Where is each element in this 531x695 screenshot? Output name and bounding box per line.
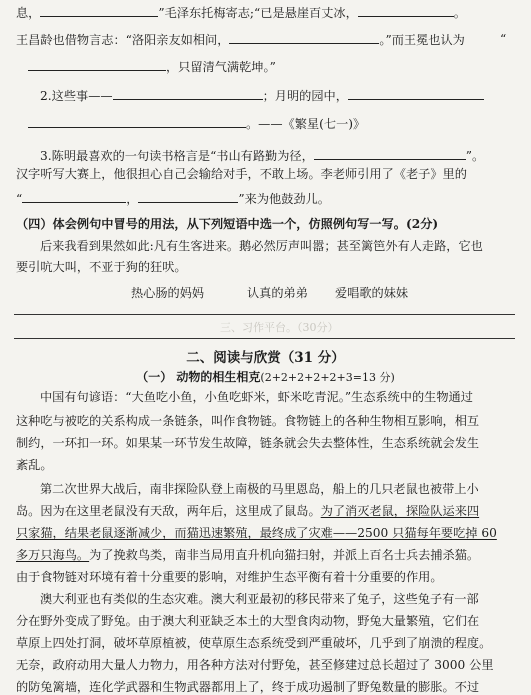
paragraph-3-line-2: 分在野外变成了野兔。由于澳大利亚缺乏本土的大型食肉动物，野兔大量繁殖，它们在 [16,614,480,628]
section-2-title: 二、阅读与欣赏（31 分） [186,350,345,366]
paragraph-1-line-2: 这种吃与被吃的关系构成一条链条，叫作食物链。食物链上的各种生物相互影响，相互 [16,414,480,428]
example-sentence-line-2: 要引吭大叫，不亚于狗的狂吠。 [16,260,187,274]
paragraph-2-line-3: 只家猫，结果老鼠逐渐减少，而猫迅速繁殖，最终成了灾难——2500 只猫每年要吃掉 60 [16,526,497,540]
paragraph-1-line-3: 制约，一环扣一环。如果某一环节发生故障，链条就会失去整体性，生态系统就会发生 [16,436,480,450]
section-2-subtitle: （一） 动物的相生相克(2+2+2+2+2+3=13 分) [136,370,395,384]
answer-blank[interactable] [28,115,246,128]
paragraph-2-line-2: 岛。因为在这里老鼠没有天敌，两年后，这里成了鼠岛。为了消灭老鼠，探险队运来四 [16,504,480,518]
question-3-blanks: “ ， ”来为他鼓劲儿。 [16,192,330,206]
question-2: 2.这些事—— ；月明的园中， [40,87,531,104]
paragraph-2-line-1: 第二次世界大战后，南非探险队登上南极的马里恩岛，船上的几只老鼠也被带上小 [40,482,479,496]
paragraph-1-line-4: 紊乱。 [16,458,53,472]
paragraph-2-line-5: 由于食物链对环境有着十分重要的影响，对维护生态平衡有着十分重要的作用。 [16,570,443,584]
question-2-source: 。——《繁星(七一)》 [28,115,531,132]
paragraph-3-line-4: 无奈，政府动用大量人力物力，用各种方法对付野兔，甚至修建过总长超过了 3000 公里 [16,658,494,672]
paragraph-1-line-1: 中国有句谚语：“大鱼吃小鱼，小鱼吃虾米，虾米吃青泥。”生态系统中的生物通过 [40,390,473,404]
phrase-option-2: 认真的弟弟 [247,286,308,300]
paragraph-3-line-5: 的防兔篱墙，连化学武器和生物武器都用上了，终于成功遏制了野兔数量的膨胀。不过 [16,680,480,694]
fill-blank-line-2-end: “ [500,32,507,46]
answer-blank[interactable] [40,4,158,17]
section-4-heading: （四）体会例句中冒号的用法，从下列短语中选一个，仿照例句写一写。(2分) [16,217,439,231]
paragraph-3-line-3: 草原上四处打洞，破坏草原植被，使草原生态系统受到严重破坏，几乎到了崩溃的程度。 [16,636,492,650]
paragraph-2-line-4: 多万只海鸟。为了挽救鸟类，南非当局用直升机向猫扫射，并派上百名士兵去捕杀猫。 [16,548,480,562]
answer-blank[interactable] [113,87,263,100]
fill-blank-line-3: ，只留清气满乾坤。” [28,58,531,75]
underlined-sentence: 为了消灭老鼠，探险队运来四 [320,504,480,518]
phrase-option-1: 热心肠的妈妈 [131,286,205,300]
answer-blank[interactable] [28,58,166,71]
answer-blank[interactable] [138,190,238,203]
answer-blank[interactable] [22,190,126,203]
example-sentence-line-1: 后来我看到果然如此:凡有生客进来。鹅必然厉声叫嚣；甚至篱笆外有人走路，它也 [40,239,483,253]
fill-blank-line-2: 王昌龄也借物言志：“洛阳亲友如相问， 。”而王冕也认为 [16,33,465,47]
writing-line-1[interactable] [14,314,515,315]
answer-blank[interactable] [358,4,454,17]
answer-blank[interactable] [314,147,466,160]
phrase-option-3: 爱唱歌的妹妹 [335,286,409,300]
answer-blank[interactable] [348,87,484,100]
question-3-text: 汉字听写大赛上，他很担心自己会输给对手，不敢上场。李老师引用了《老子》里的 [16,167,467,181]
bleed-through-text: 三、习作平台。（30分） [220,321,339,334]
answer-blank[interactable] [229,31,379,44]
fill-blank-line-1: 息， ”毛泽东托梅寄志;“已是悬崖百丈冰， 。 [16,6,466,20]
paragraph-3-line-1: 澳大利亚也有类似的生态灾难。澳大利亚最初的移民带来了兔子，这些兔子有一部 [40,592,479,606]
question-3: 3.陈明最喜欢的一句读书格言是“书山有路勤为径， ”。 [40,149,485,163]
writing-line-2[interactable] [14,338,515,339]
